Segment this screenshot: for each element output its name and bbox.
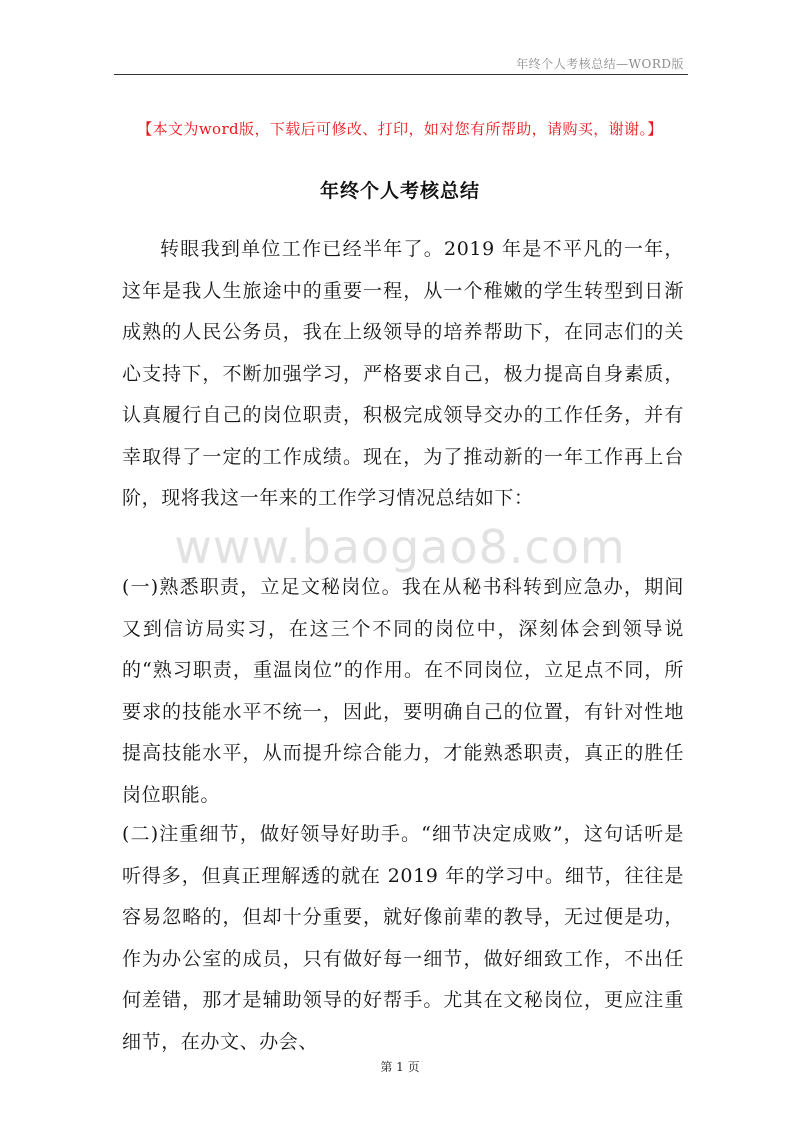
paragraph-intro: 转眼我到单位工作已经半年了。2019 年是不平凡的一年，这年是我人生旅途中的重要一程，从一个稚嫩的学生转型到日渐成熟的人民公务员，我在上级领导的培养帮助下，在同志们的关心支持下，不断加强学习，严格要求自己，极力提高自身素质，认真履行自己的岗位职责，积极完成领导交办的工作任务，并有幸取得了一定的工作成绩。现在，为了推动新的一年工作再上台阶，现将我这一年来的工作学习情况总结如下： [122, 238, 684, 509]
paragraph-section-2: (二)注重细节，做好领导好助手。“细节决定成败”，这句话听是听得多，但真正理解透的就在 2019 年的学习中。细节，往往是容易忽略的，但却十分重要，就好像前辈的教导，无过便是功，作为办公室的成员，只有做好每一细节，做好细致工作，不出任何差错，那才是辅助领导的好帮手。尤其在文秘岗位，更应注重细节，在办文、办会、 [122, 823, 684, 1053]
paragraph-section-1: (一)熟悉职责，立足文秘岗位。我在从秘书科转到应急办，期间又到信访局实习，在这三个不同的岗位中，深刻体会到领导说的“熟习职责，重温岗位”的作用。在不同岗位，立足点不同，所要求的技能水平不统一，因此，要明确自己的位置，有针对性地提高技能水平，从而提升综合能力，才能熟悉职责，真正的胜任岗位职能。 [122, 576, 684, 806]
document-title: 年终个人考核总结 [319, 180, 480, 202]
page-number: 第 1 页 [380, 1060, 420, 1074]
download-notice: 【本文为word版，下载后可修改、打印，如对您有所帮助，请购买，谢谢。】 [137, 120, 663, 138]
watermark-text: www.baogao8.com [174, 520, 626, 574]
running-header: 年终个人考核总结—WORD版 [516, 57, 684, 71]
header-divider [114, 74, 688, 75]
